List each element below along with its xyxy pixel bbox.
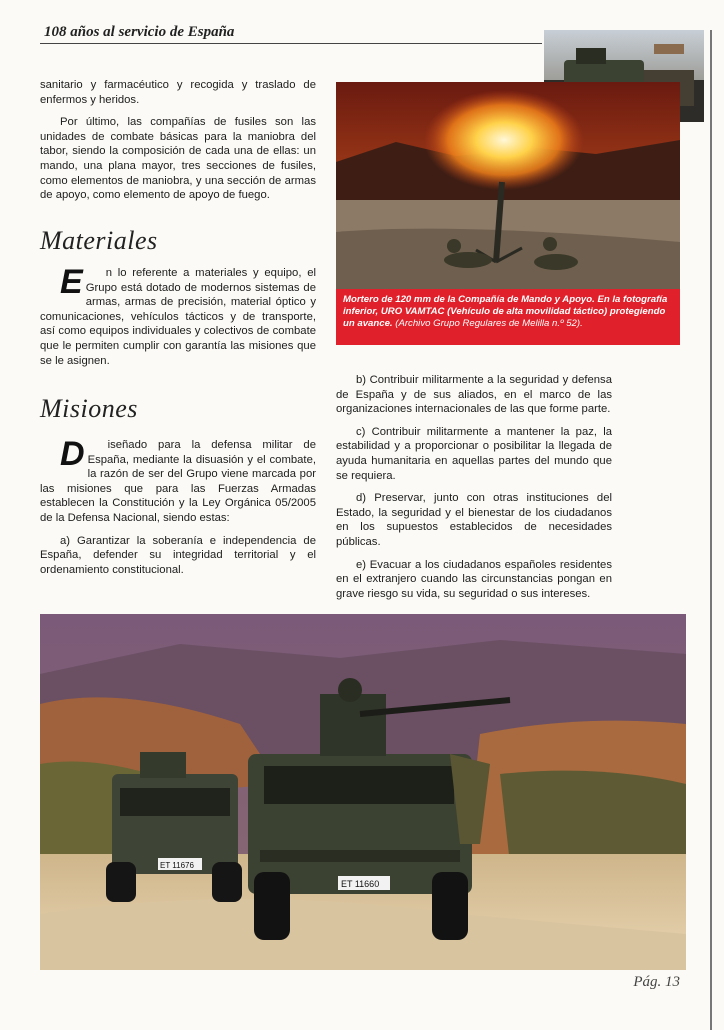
intro-text [40, 78, 316, 211]
vamtac-vehicles-photo [40, 614, 686, 970]
dropcap-e: E [60, 263, 83, 301]
license-plate-front: ET 11660 [341, 879, 380, 889]
paragraph-fusiles: Por último, las compañías de fusiles son las unidades de combate básicas para la maniobra del tabor, siendo la composición de cada una de ellas: un mando, una plana mayor, tres secciones de fusiles, como elementos de maniobra, y una sección de armas de apoyo, como elemento de apoyo de fuego. [40, 116, 316, 202]
paragraph-mission-e: e) Evacuar a los ciudadanos españoles residentes en el extranjero cuando las circunstancias pongan en grave riesgo su vida, su seguridad o sus intereses. [336, 558, 612, 600]
page-edge-rule [710, 30, 712, 1030]
paragraph-misiones [40, 435, 316, 526]
photo-caption [336, 289, 680, 345]
paragraph-mission-a: a) Garantizar la soberanía e independencia de España, defender su integridad territorial y el ordenamiento constitucional. [40, 534, 316, 576]
caption-text: Mortero de 120 mm de la Compañía de Mando y Apoyo. En la fotografía inferior, URO VAMTAC (Vehículo de alta movilidad táctico) protegiendo un avance. [343, 294, 668, 329]
missions-list [336, 373, 612, 609]
misiones-text [40, 435, 316, 585]
paragraph-mission-b: b) Contribuir militarmente a la seguridad y defensa de España y de sus aliados, en el marco de las organizaciones internacionales de las que forme parte. [336, 374, 612, 416]
paragraph-mission-d: d) Preservar, junto con otras instituciones del Estado, la seguridad y el bienestar de los ciudadanos en los supuestos establecidos de necesidades públicas. [336, 492, 612, 548]
caption-credit: (Archivo Grupo Regulares de Melilla n.º 52). [395, 318, 583, 329]
heading-materiales: Materiales [40, 226, 158, 255]
materiales-body: n lo referente a materiales y equipo, el Grupo está dotado de modernos sistemas de armas, armas de precisión, material óptico y comunicaciones, vehículos tácticos y de transporte, así como equipos individuales y colectivos de combate que le permiten cumplir con garantía las misiones que se le asignen. [40, 267, 316, 367]
running-header: 108 años al servicio de España [44, 24, 235, 40]
paragraph-mission-c: c) Contribuir militarmente a mantener la paz, la estabilidad y a proporcionar o posibilitar la llegada de ayuda humanitaria en aquellas partes del mundo que se requiera. [336, 425, 612, 482]
header-rule [40, 43, 542, 44]
page-number: Pág. 13 [633, 974, 680, 990]
license-plate-left: ET 11676 [160, 861, 194, 870]
misiones-body: iseñado para la defensa militar de España, mediante la disuasión y el combate, la razón de ser del Grupo viene marcada por las misiones que para las Fuerzas Armadas establecen la Constitución y la Ley Orgánica 05/2005 de la Defensa Nacional, siendo estas: [40, 439, 316, 524]
paragraph-materiales [40, 263, 316, 368]
dropcap-d: D [60, 435, 85, 473]
materiales-text [40, 263, 316, 376]
mortar-photo [336, 82, 680, 290]
heading-misiones: Misiones [40, 394, 138, 423]
paragraph-sanitario: sanitario y farmacéutico y recogida y traslado de enfermos y heridos. [40, 79, 316, 106]
